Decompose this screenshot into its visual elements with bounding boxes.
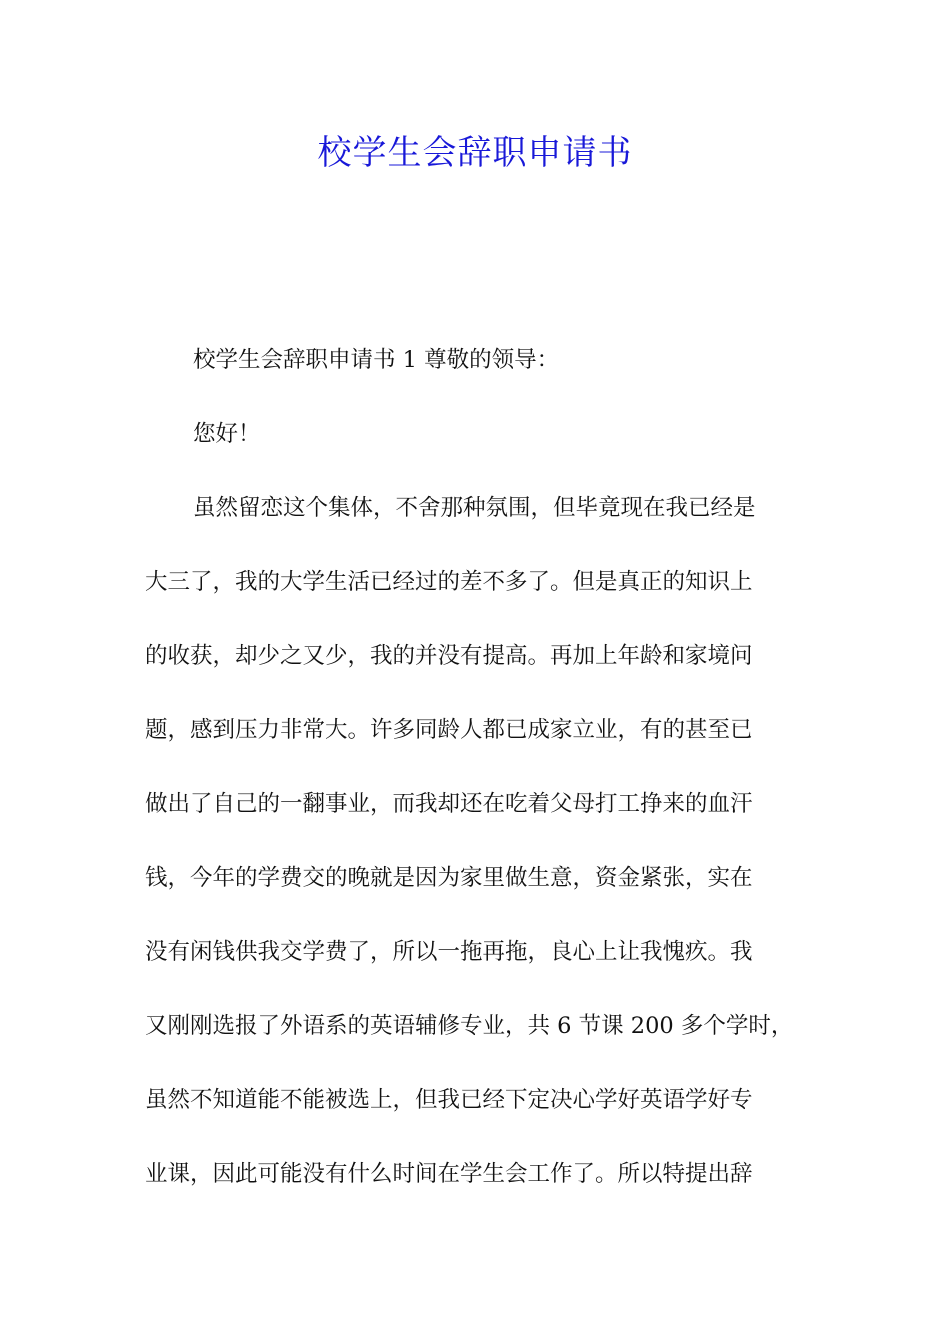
body-line-5: 做出了自己的一翻事业，而我却还在吃着父母打工挣来的血汗 [145,791,753,817]
body-line-8: 又刚刚选报了外语系的英语辅修专业，共 6 节课 200 多个学时， [145,1013,794,1039]
body-line-9: 虽然不知道能不能被选上，但我已经下定决心学好英语学好专 [145,1087,753,1113]
body-line-1: 虽然留恋这个集体，不舍那种氛围，但毕竟现在我已经是 [193,495,756,521]
document-title: 校学生会辞职申请书 [317,133,633,173]
body-line-6: 钱，今年的学费交的晚就是因为家里做生意，资金紧张，实在 [145,865,753,891]
body-line-7: 没有闲钱供我交学费了，所以一拖再拖，良心上让我愧疚。我 [145,939,753,965]
body-line-10: 业课，因此可能没有什么时间在学生会工作了。所以特提出辞 [145,1161,753,1187]
greeting-line: 您好！ [193,421,261,447]
salutation-line: 校学生会辞职申请书 1 尊敬的领导： [193,347,560,373]
body-line-3: 的收获，却少之又少，我的并没有提高。再加上年龄和家境问 [145,643,753,669]
body-line-2: 大三了，我的大学生活已经过的差不多了。但是真正的知识上 [145,569,753,595]
body-line-4: 题，感到压力非常大。许多同龄人都已成家立业，有的甚至已 [145,717,753,743]
